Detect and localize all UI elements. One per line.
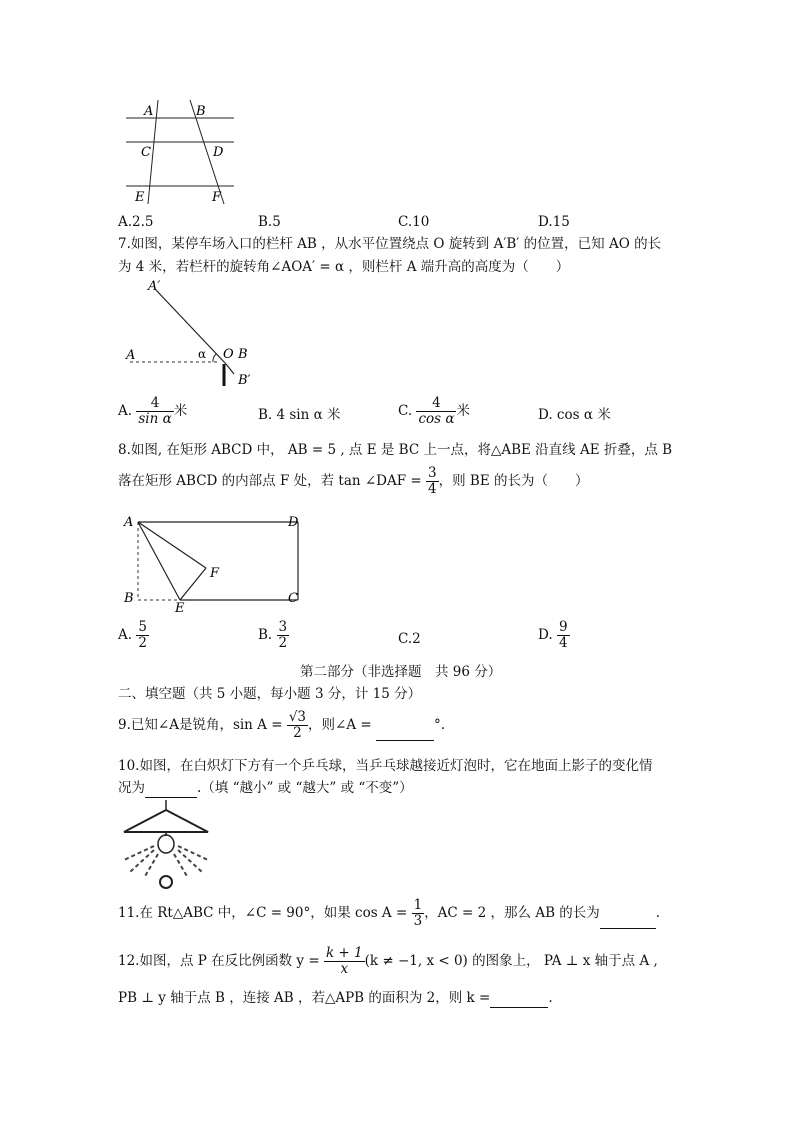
q12-denominator: x: [340, 961, 349, 977]
q11-post: ，AC = 2 ，那么 AB 的长为: [424, 905, 600, 921]
q12-fraction: [324, 946, 365, 977]
q10-line2-pre: 况为: [118, 780, 145, 796]
q10-lamp-figure: [120, 800, 212, 892]
q11-stem: [118, 898, 660, 929]
q8-option-b-numerator: 3: [278, 619, 288, 635]
q7-label-b: B: [238, 347, 248, 362]
q8-stem-line1: 8.如图, 在矩形 ABCD 中， AB = 5 , 点 E 是 BC 上一点，将△ABE 沿直线 AE 折叠，点 B: [118, 442, 673, 458]
q7-label-alpha: α: [198, 347, 207, 361]
q7-option-c-prefix: C.: [398, 403, 413, 419]
section-fill-in-heading: 二、填空题（共 5 小题，每小题 3 分，计 15 分）: [118, 686, 422, 702]
q11-numerator: 1: [413, 897, 423, 913]
part2-heading: 第二部分（非选择题 共 96 分）: [300, 664, 502, 680]
q9-tail: °.: [434, 717, 446, 733]
q8-stem-line2-pre: 落在矩形 ABCD 的内部点 F 处，若 tan ∠DAF =: [118, 473, 422, 489]
q7-option-b: B. 4 sin α 米: [258, 407, 341, 423]
q12-line2-pre: PB ⊥ y 轴于点 B ，连接 AB ，若△APB 的面积为 2，则 k =: [118, 990, 491, 1006]
q6-label-e: E: [135, 190, 145, 205]
q7-option-c: [398, 396, 470, 427]
q11-answer-blank[interactable]: [600, 914, 656, 929]
q8-option-a-fraction: [136, 620, 149, 651]
q8-option-b-fraction: [277, 620, 290, 651]
q7-option-a-unit: 米: [173, 403, 188, 419]
q12-stem-line1: [118, 946, 658, 977]
q8-option-b-prefix: B.: [258, 627, 273, 643]
q12-answer-blank[interactable]: [490, 993, 548, 1008]
q6-label-a: A: [144, 104, 154, 119]
q7-option-a-prefix: A.: [118, 403, 133, 419]
q8-rectangle-figure: [120, 510, 310, 616]
q10-line2-post: .（填 “越小” 或 “越大” 或 “不变”）: [197, 780, 413, 796]
q9-denominator: 2: [293, 725, 302, 741]
q7-stem-line2: 为 4 米，若栏杆的旋转角∠AOA′ = α ，则栏杆 A 端升高的高度为（ ）: [118, 259, 570, 275]
q8-tan-denominator: 4: [428, 481, 437, 497]
q8-option-d-fraction: [557, 620, 570, 651]
q6-option-c: C.10: [398, 214, 430, 230]
q12-line1-post: (k ≠ −1, x < 0) 的图象上， PA ⊥ x 轴于点 A ,: [364, 953, 658, 969]
q7-label-a: A: [126, 348, 136, 363]
q7-option-d: D. cos α 米: [538, 407, 611, 423]
q8-option-a: [118, 620, 149, 651]
q8-option-a-denominator: 2: [138, 635, 147, 651]
q8-label-b: B: [124, 591, 134, 606]
q8-tan-fraction: [426, 466, 439, 497]
q10-answer-blank[interactable]: [145, 783, 197, 798]
q8-label-e: E: [175, 601, 185, 616]
q7-option-c-denominator: cos α: [418, 411, 455, 427]
q9-stem: [118, 710, 445, 741]
q7-label-o: O: [223, 347, 234, 362]
q11-tail: .: [655, 905, 661, 921]
q8-label-c: C: [288, 591, 298, 606]
q6-option-b: B.5: [258, 214, 281, 230]
q7-option-c-numerator: 4: [416, 396, 456, 412]
q12-numerator: k + 1: [325, 945, 363, 961]
q8-label-a: A: [124, 515, 134, 530]
q8-option-d-numerator: 9: [558, 619, 568, 635]
q8-option-d-prefix: D.: [538, 627, 553, 643]
q11-fraction: [412, 898, 425, 929]
q9-numerator: √3: [288, 709, 307, 725]
q8-option-a-prefix: A.: [118, 627, 133, 643]
q9-fraction: [287, 710, 308, 741]
q7-label-a-prime: A′: [148, 279, 161, 294]
q8-label-f: F: [210, 566, 220, 581]
q8-option-a-numerator: 5: [138, 619, 147, 635]
q6-option-a: A.2.5: [118, 214, 154, 230]
q7-option-c-fraction: [416, 396, 456, 427]
q7-option-a-denominator: sin α: [138, 411, 172, 427]
q9-pre: 9.已知∠A是锐角，sin A =: [118, 717, 283, 733]
q8-label-d: D: [288, 515, 299, 530]
q6-label-b: B: [196, 104, 206, 119]
q8-option-d-denominator: 4: [558, 635, 568, 651]
q7-option-a-numerator: 4: [136, 396, 173, 412]
q7-stem-line1: 7.如图，某停车场入口的栏杆 AB ，从水平位置绕点 O 旋转到 A′B′ 的位置，已知 AO 的长: [118, 236, 662, 252]
q7-option-a: [118, 396, 187, 427]
q10-stem-line1: 10.如图，在白炽灯下方有一个乒乓球，当乒乓球越接近灯泡时，它在地面上影子的变化情: [118, 758, 653, 774]
q12-stem-line2: [118, 988, 553, 1008]
q9-post: ，则∠A =: [308, 717, 372, 733]
q6-option-d: D.15: [538, 214, 570, 230]
q7-option-c-unit: 米: [456, 403, 470, 419]
q8-option-d: [538, 620, 570, 651]
q11-pre: 11.在 Rt△ABC 中，∠C = 90°，如果 cos A =: [118, 905, 408, 921]
q8-stem-line2: [118, 466, 588, 497]
q6-parallel-lines-figure: [120, 98, 240, 208]
q6-label-f: F: [212, 190, 222, 205]
q7-label-b-prime: B′: [238, 373, 251, 388]
q6-label-d: D: [213, 145, 224, 160]
q10-stem-line2: [118, 778, 413, 798]
q12-line1-pre: 12.如图，点 P 在反比例函数 y =: [118, 953, 320, 969]
q6-label-c: C: [141, 145, 151, 160]
q8-tan-numerator: 3: [428, 465, 437, 481]
q11-denominator: 3: [413, 913, 423, 929]
q8-option-b: [258, 620, 289, 651]
q7-barrier-figure: [120, 278, 270, 388]
q7-option-a-fraction: [136, 396, 173, 427]
q8-option-c: C.2: [398, 631, 421, 647]
q9-answer-blank[interactable]: [376, 726, 434, 741]
q8-stem-line2-post: ，则 BE 的长为（ ）: [438, 473, 589, 489]
q8-option-b-denominator: 2: [278, 635, 288, 651]
q12-line2-tail: .: [548, 990, 553, 1006]
